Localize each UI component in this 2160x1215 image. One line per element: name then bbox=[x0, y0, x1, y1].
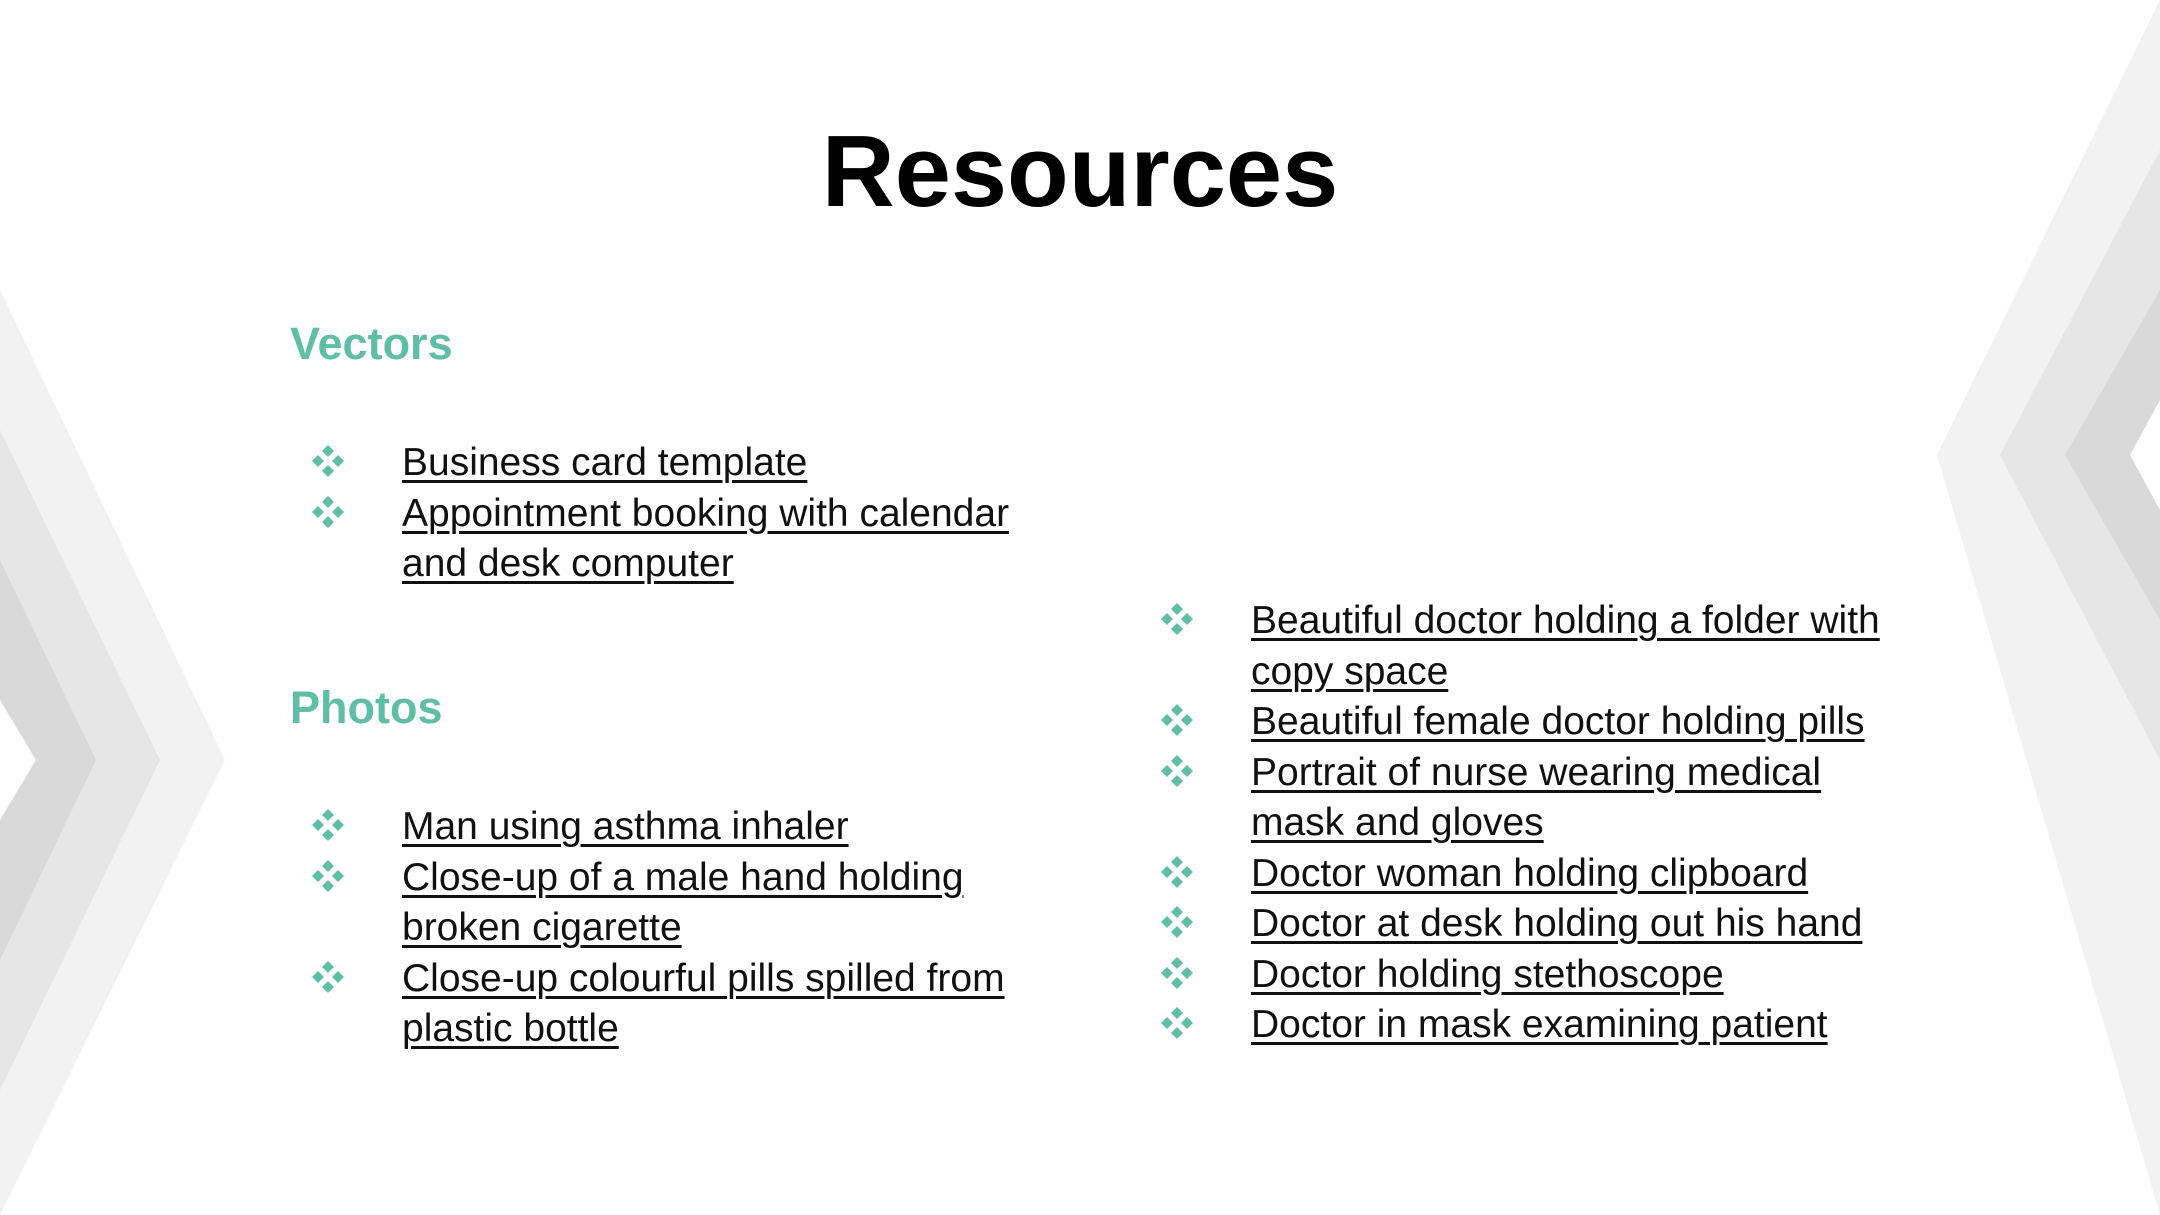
list-item bbox=[1160, 849, 1920, 900]
list-item bbox=[1160, 950, 1920, 1001]
diamond-bullet-icon bbox=[1160, 602, 1194, 636]
link-doctor-stethoscope[interactable]: Doctor holding stethoscope bbox=[1251, 952, 1724, 996]
link-business-card-template[interactable]: Business card template bbox=[402, 441, 808, 484]
diamond-bullet-icon bbox=[1160, 956, 1194, 990]
list-item bbox=[311, 438, 1071, 489]
link-man-asthma-inhaler[interactable]: Man using asthma inhaler bbox=[402, 805, 849, 848]
list-item bbox=[311, 802, 1071, 853]
list-item bbox=[311, 489, 1071, 590]
diamond-bullet-icon bbox=[1160, 855, 1194, 889]
diamond-bullet-icon bbox=[311, 960, 345, 994]
link-broken-cigarette[interactable]: Close-up of a male hand holding broken cigarette bbox=[402, 855, 964, 949]
photos-list-continued bbox=[1160, 596, 1920, 1051]
diamond-bullet-icon bbox=[1160, 754, 1194, 788]
photos-list bbox=[311, 802, 1071, 1055]
list-item bbox=[1160, 748, 1920, 849]
link-doctor-clipboard[interactable]: Doctor woman holding clipboard bbox=[1251, 851, 1809, 895]
vectors-list bbox=[311, 438, 1071, 590]
link-doctor-desk-hand[interactable]: Doctor at desk holding out his hand bbox=[1251, 902, 1863, 945]
list-item bbox=[311, 954, 1071, 1055]
diamond-bullet-icon bbox=[1160, 1006, 1194, 1040]
link-colourful-pills[interactable]: Close-up colourful pills spilled from plastic bottle bbox=[402, 956, 1005, 1050]
link-doctor-mask-patient[interactable]: Doctor in mask examining patient bbox=[1251, 1003, 1828, 1046]
photos-heading: Photos bbox=[290, 682, 443, 733]
list-item bbox=[311, 853, 1071, 954]
diamond-bullet-icon bbox=[311, 444, 345, 478]
list-item bbox=[1160, 899, 1920, 950]
page-title: Resources bbox=[821, 116, 1339, 228]
vectors-heading: Vectors bbox=[290, 318, 453, 369]
link-doctor-folder[interactable]: Beautiful doctor holding a folder with copy space bbox=[1251, 599, 1880, 693]
diamond-bullet-icon bbox=[311, 495, 345, 529]
diamond-bullet-icon bbox=[1160, 905, 1194, 939]
link-appointment-booking[interactable]: Appointment booking with calendar and desk computer bbox=[402, 491, 1010, 585]
diamond-bullet-icon bbox=[311, 808, 345, 842]
link-female-doctor-pills[interactable]: Beautiful female doctor holding pills bbox=[1251, 700, 1865, 743]
diamond-bullet-icon bbox=[311, 859, 345, 893]
list-item bbox=[1160, 1000, 1920, 1051]
diamond-bullet-icon bbox=[1160, 703, 1194, 737]
list-item bbox=[1160, 596, 1920, 697]
list-item bbox=[1160, 697, 1920, 748]
link-nurse-mask-gloves[interactable]: Portrait of nurse wearing medical mask and gloves bbox=[1251, 750, 1822, 844]
